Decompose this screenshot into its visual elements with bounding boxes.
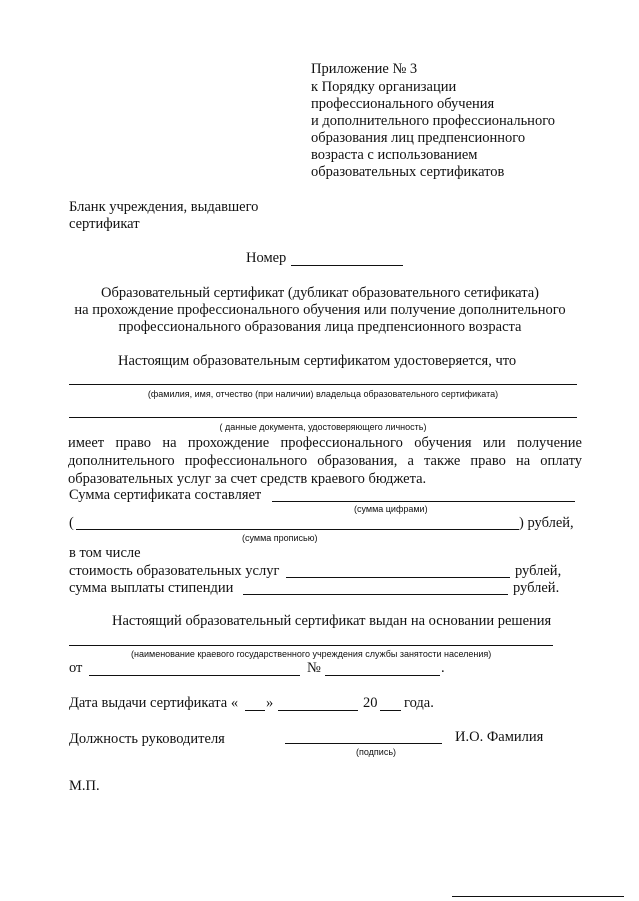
issue-year-field[interactable]	[380, 710, 401, 711]
institution-field[interactable]	[69, 645, 553, 646]
sum-rubles-label: ) рублей,	[519, 515, 574, 531]
number-sign: №	[307, 660, 321, 676]
certificate-title: Образовательный сертификат (дубликат образовательного сетификата)	[101, 285, 539, 301]
sum-digits-field[interactable]	[272, 501, 575, 502]
appendix-line: Приложение № 3	[311, 61, 418, 77]
issuer-line: сертификат	[69, 216, 140, 232]
services-unit: рублей,	[515, 563, 562, 579]
rights-paragraph	[68, 434, 582, 488]
sum-label: Сумма сертификата составляет	[69, 487, 262, 503]
including-label: в том числе	[69, 545, 141, 561]
issue-date-close-quote: »	[266, 695, 274, 711]
stipend-unit: рублей.	[513, 580, 560, 596]
stipend-field[interactable]	[243, 594, 508, 595]
intro-text: Настоящим образовательным сертификатом удостоверяется, что	[118, 353, 517, 369]
document-hint: ( данные документа, удостоверяющего личность)	[219, 422, 427, 432]
period: .	[441, 660, 445, 676]
stipend-label: сумма выплаты стипендии	[69, 580, 234, 596]
issuer-line: Бланк учреждения, выдавшего	[69, 199, 259, 215]
institution-hint: (наименование краевого государственного учреждения службы занятости населения)	[131, 649, 492, 659]
services-cost-field[interactable]	[286, 577, 510, 578]
from-label: от	[69, 660, 83, 676]
appendix-line: образования лиц предпенсионного	[311, 130, 526, 146]
issue-date-label: Дата выдачи сертификата «	[69, 695, 239, 711]
rights-line: дополнительного профессионального образования, а также право на оплату	[68, 453, 582, 469]
appendix-line: образовательных сертификатов	[311, 164, 505, 180]
rights-line: образовательных услуг за счет средств краевого бюджета.	[68, 471, 427, 487]
decision-number-field[interactable]	[325, 675, 440, 676]
identity-document-field[interactable]	[69, 417, 577, 418]
owner-hint: (фамилия, имя, отчество (при наличии) владельца образовательного сертификата)	[147, 389, 499, 399]
certificate-title: на прохождение профессионального обучения или получение дополнительного	[74, 302, 566, 318]
year-prefix: 20	[363, 695, 378, 711]
number-field[interactable]	[291, 265, 403, 266]
head-position-label: Должность руководителя	[69, 731, 225, 747]
sum-words-field[interactable]	[76, 529, 519, 530]
stamp-label: М.П.	[69, 778, 100, 794]
services-label: стоимость образовательных услуг	[69, 563, 280, 579]
head-name: И.О. Фамилия	[455, 729, 544, 745]
basis-text: Настоящий образовательный сертификат выдан на основании решения	[112, 613, 552, 629]
certificate-title: профессионального образования лица предпенсионного возраста	[118, 319, 522, 335]
issue-day-field[interactable]	[245, 710, 265, 711]
issue-month-field[interactable]	[278, 710, 358, 711]
signature-field[interactable]	[285, 743, 442, 744]
sum-words-hint: (сумма прописью)	[242, 533, 318, 543]
signature-hint: (подпись)	[356, 747, 397, 757]
bottom-divider	[452, 896, 624, 897]
number-label: Номер	[246, 250, 287, 266]
sum-digits-hint: (сумма цифрами)	[354, 504, 428, 514]
rights-line: имеет право на прохождение профессионального обучения или получение	[68, 435, 582, 451]
appendix-line: и дополнительного профессионального	[311, 113, 556, 129]
year-label: года.	[404, 695, 434, 711]
sum-open-paren: (	[69, 515, 74, 531]
owner-name-field[interactable]	[69, 384, 577, 385]
appendix-line: к Порядку организации	[311, 79, 457, 95]
appendix-line: профессионального обучения	[311, 96, 495, 112]
decision-date-field[interactable]	[89, 675, 300, 676]
appendix-line: возраста с использованием	[311, 147, 478, 163]
